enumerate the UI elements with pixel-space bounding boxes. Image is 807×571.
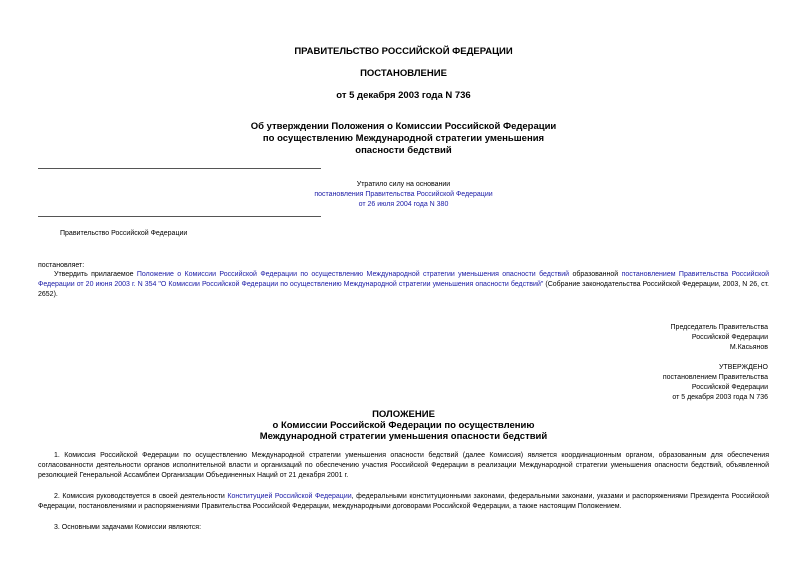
- regulation-title: ПОЛОЖЕНИЕ: [372, 409, 435, 420]
- preamble-decrees: постановляет:: [38, 262, 85, 269]
- government-heading: ПРАВИТЕЛЬСТВО РОССИЙСКОЙ ФЕДЕРАЦИИ: [294, 46, 513, 57]
- paragraph-2-suffix: , федеральными конституционными законами, федеральными законами, указами и распоряжениями Президента Российской Федерации, постановлениями и распоряжениями Правительства Российской Федерации, международными договорами Российской Федерации, а также настоящим Положением.: [38, 493, 770, 511]
- regulation-link[interactable]: Положение о Комиссии Российской Федерации по осуществлению Международной стратегии уменьшения опасности бедствий: [136, 271, 570, 278]
- repeal-note-line1: Утратило силу на основании: [356, 181, 451, 188]
- approved-line3: Российской Федерации: [691, 384, 768, 391]
- document-title-line1: Об утверждении Положения о Комиссии Российской Федерации: [250, 121, 557, 132]
- approve-mid: образованной: [569, 271, 622, 278]
- signature-line1: Председатель Правительства: [670, 324, 768, 331]
- approved-line2: постановлением Правительства: [662, 374, 768, 381]
- approved-block: [663, 363, 768, 403]
- constitution-link[interactable]: Конституцией Российской Федерации: [227, 493, 352, 500]
- repeal-link-line1[interactable]: постановления Правительства Российской Федерации: [314, 191, 493, 198]
- signature-line2: Российской Федерации: [691, 334, 768, 341]
- preamble-government: Правительство Российской Федерации: [60, 230, 188, 237]
- repeal-link-line2[interactable]: от 26 июля 2004 года N 380: [358, 201, 449, 208]
- document-type: ПОСТАНОВЛЕНИЕ: [360, 68, 447, 79]
- document-date-number: от 5 декабря 2003 года N 736: [336, 90, 471, 101]
- approved-line1: УТВЕРЖДЕНО: [718, 364, 768, 371]
- approve-paragraph: [38, 270, 769, 301]
- regulation-subtitle-line1: о Комиссии Российской Федерации по осуществлению: [272, 420, 535, 431]
- divider-bottom: [38, 216, 321, 217]
- approve-suffix: (Собрание законодательства Российской Федерации, 2003, N 26, ст. 2652).: [38, 281, 769, 299]
- paragraph-2-prefix: 2. Комиссия руководствуется в своей деятельности: [54, 493, 228, 500]
- signature-line3: М.Касьянов: [729, 344, 768, 351]
- paragraph-2: [38, 492, 769, 512]
- approve-prefix: Утвердить прилагаемое: [54, 271, 137, 278]
- divider-top: [38, 168, 321, 169]
- approved-line4: от 5 декабря 2003 года N 736: [672, 394, 768, 401]
- paragraph-3: 3. Основными задачами Комиссии являются:: [54, 524, 202, 531]
- repeal-note: [38, 180, 769, 210]
- document-title-line3: опасности бедствий: [355, 145, 452, 156]
- regulation-subtitle-line2: Международной стратегии уменьшения опасности бедствий: [259, 431, 548, 442]
- document-title-line2: по осуществлению Международной стратегии уменьшения: [262, 133, 545, 144]
- decree-354-link[interactable]: постановлением Правительства Российской Федерации от 20 июня 2003 г. N 354 "О Комиссии Российской Федерации по осуществлению Международной стратегии уменьшения опасности бедствий": [38, 271, 770, 289]
- paragraph-1: 1. Комиссия Российской Федерации по осуществлению Международной стратегии уменьшения опасности бедствий (далее Комиссия) является координационным органом, образованным для обеспечения согласованности деятельности органов исполнительной власти и организаций по обеспечению участия Российской Федерации в реализации Международной стратегии уменьшения опасности бедствий, объявленной резолюцией Генеральной Ассамблеи Организации Объединенных Наций от 21 декабря 2001 г.: [38, 452, 769, 480]
- signature-block: [671, 323, 768, 353]
